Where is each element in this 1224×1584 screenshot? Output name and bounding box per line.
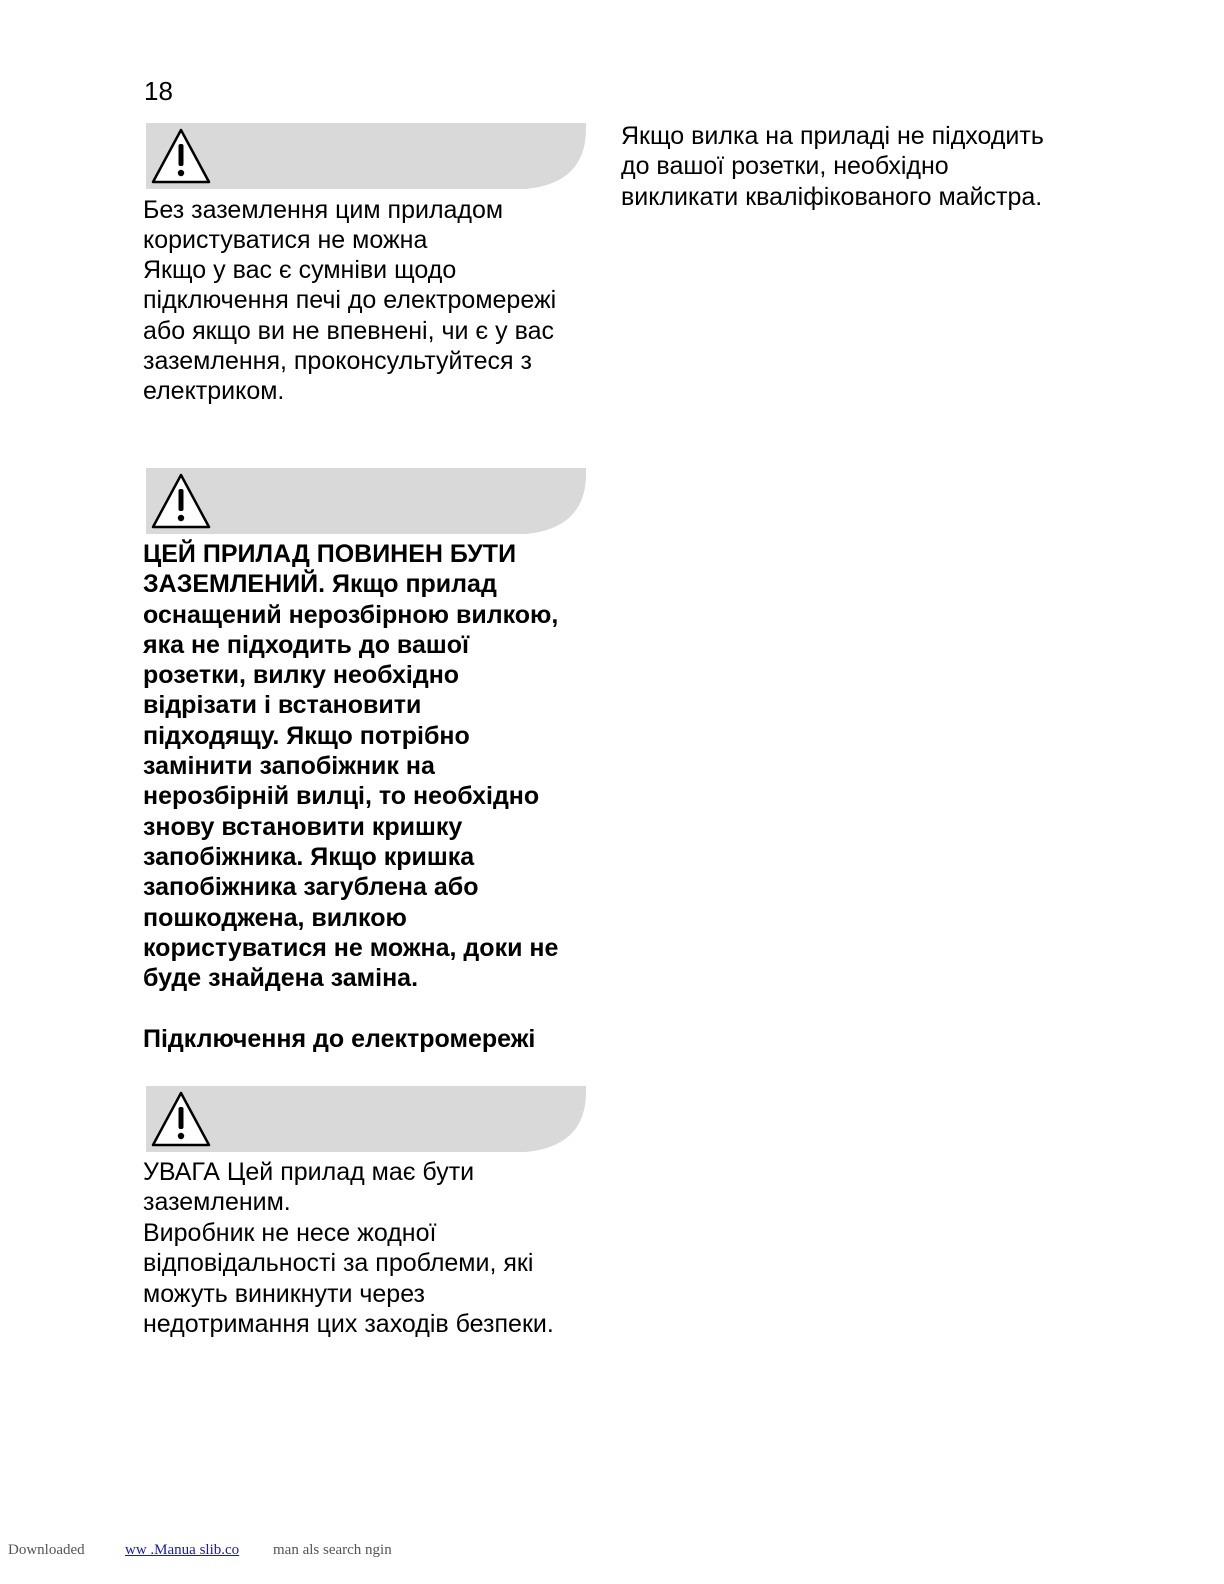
electrician-advice: Якщо у вас є сумніви щодо підключення печі до електромережі або якщо ви не впевнені, чи є у вас заземлення, проконсультуйтеся з електриком. [143,256,557,406]
liability-text: Виробник не несе жодної відповідальності за проблеми, які можуть виникнути через недотримання цих заходів безпеки. [143,1219,554,1338]
warning-banner [146,123,586,189]
plug-warning-text: ЦЕЙ ПРИЛАД ПОВИНЕН БУТИ ЗАЗЕМЛЕНИЙ. Якщо прилад оснащений нерозбірною вилкою, яка не підходить до вашої розетки, вилку необхідно відрізати і встановити підходящу. Якщо потрібно замінити запобіжник на нерозбірній вилці, то необхідно знову встановити кришку запобіжника. Якщо кришка запобіжника загублена або пошкоджена, вилкою користуватися не можна, доки не буде знайдена заміна. [143,540,559,993]
grounding-notice: Без заземлення цим приладом користуватися не можна [143,196,504,255]
warning-banner [146,468,586,534]
attention-text: УВАГА Цей прилад має бути заземленим. [143,1158,475,1217]
right-column-text: Якщо вилка на приладі не підходить до вашої розетки, необхідно викликати кваліфікованого майстра. [621,122,1044,211]
footer-tail: man als search ngin [273,1542,392,1558]
warning-banner [146,1086,586,1152]
footer-link[interactable]: ww .Manua slib.co [125,1542,240,1558]
section-heading: Підключення до електромережі [143,1025,536,1053]
footer-downloaded: Downloaded [8,1542,85,1558]
page-number: 18 [144,76,173,106]
